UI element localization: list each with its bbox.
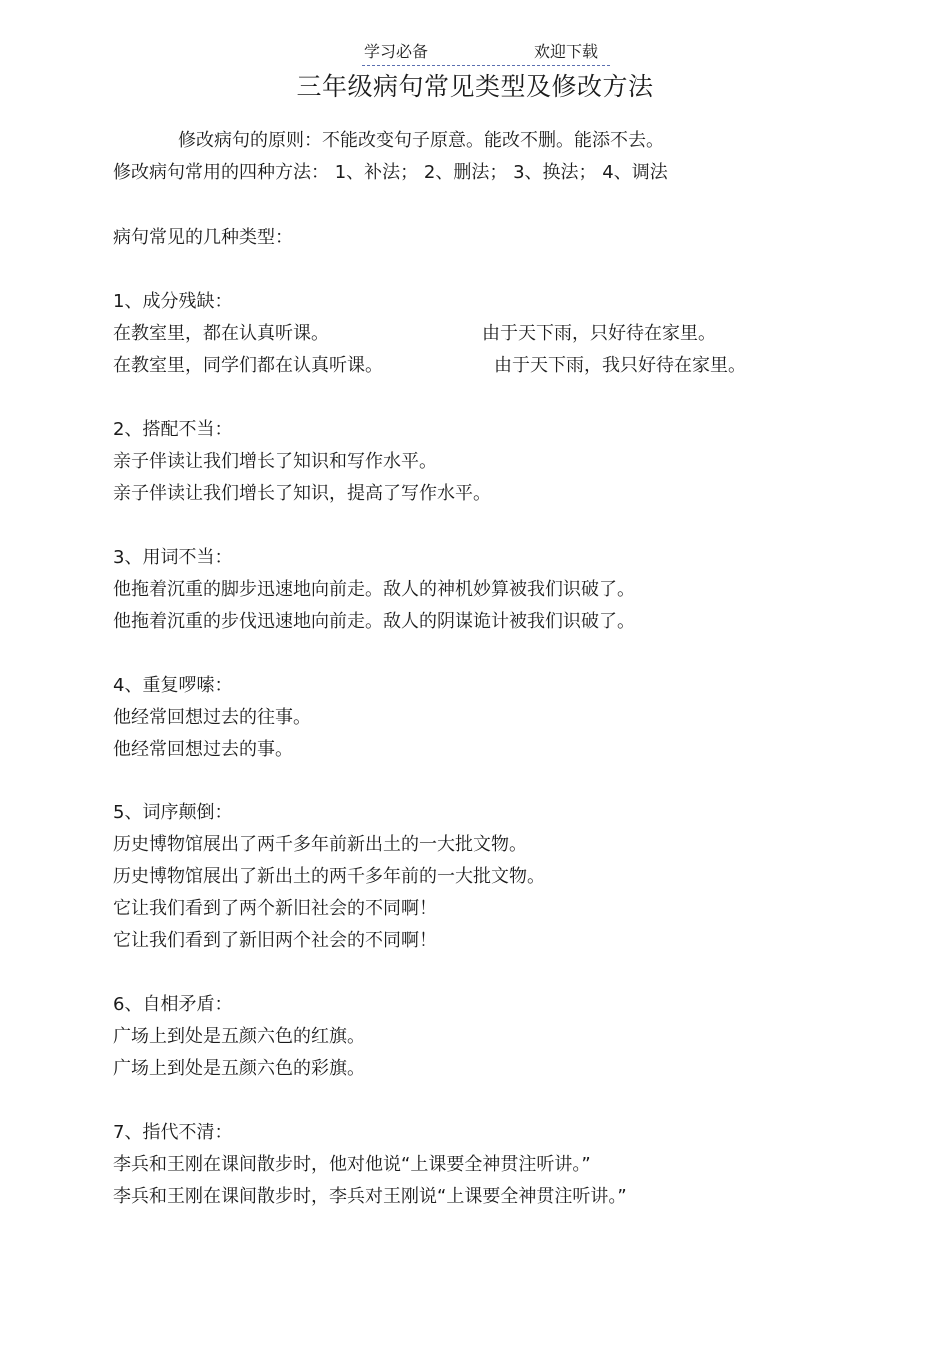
example-sentence: 李兵和王刚在课间散步时，他对他说“上课要全神贯注听讲。” [113,1154,591,1175]
methods-line: 修改病句常用的四种方法： 1、补法； 2、删法； 3、换法； 4、调法 [113,162,668,183]
example-sentence: 由于天下雨，只好待在家里。 [482,323,716,344]
example-sentence: 在教室里，都在认真听课。 [113,323,329,344]
example-sentence: 它让我们看到了新旧两个社会的不同啊！ [113,930,437,951]
section-heading-1: 1、成分残缺： [113,291,233,312]
example-sentence: 历史博物馆展出了两千多年前新出土的一大批文物。 [113,834,527,855]
page-header [362,41,610,66]
example-sentence: 他拖着沉重的步伐迅速地向前走。敌人的阴谋诡计被我们识破了。 [113,611,635,632]
example-sentence: 它让我们看到了两个新旧社会的不同啊！ [113,898,437,919]
example-sentence: 他经常回想过去的事。 [113,739,293,760]
section-heading-7: 7、指代不清： [113,1122,233,1143]
example-sentence: 他拖着沉重的脚步迅速地向前走。敌人的神机妙算被我们识破了。 [113,579,635,600]
section-heading-2: 2、搭配不当： [113,419,233,440]
example-sentence: 李兵和王刚在课间散步时，李兵对王刚说“上课要全神贯注听讲。” [113,1186,627,1207]
principle-line: 修改病句的原则：不能改变句子原意。能改不删。能添不去。 [178,130,664,151]
example-sentence: 他经常回想过去的往事。 [113,707,311,728]
document-title: 三年级病句常见类型及修改方法 [296,72,654,101]
example-sentence: 广场上到处是五颜六色的彩旗。 [113,1058,365,1079]
section-heading-6: 6、自相矛盾： [113,994,233,1015]
example-sentence: 亲子伴读让我们增长了知识，提高了写作水平。 [113,483,491,504]
header-right-text: 欢迎下载 [534,42,599,61]
section-heading-4: 4、重复啰嗦： [113,675,233,696]
example-sentence: 广场上到处是五颜六色的红旗。 [113,1026,365,1047]
section-heading-3: 3、用词不当： [113,547,233,568]
section-heading-5: 5、词序颠倒： [113,802,233,823]
example-sentence: 在教室里，同学们都在认真听课。 [113,355,383,376]
types-heading: 病句常见的几种类型： [113,227,293,248]
example-sentence: 亲子伴读让我们增长了知识和写作水平。 [113,451,437,472]
example-sentence: 历史博物馆展出了新出土的两千多年前的一大批文物。 [113,866,545,887]
example-sentence: 由于天下雨，我只好待在家里。 [494,355,746,376]
header-left-text: 学习必备 [364,42,429,61]
